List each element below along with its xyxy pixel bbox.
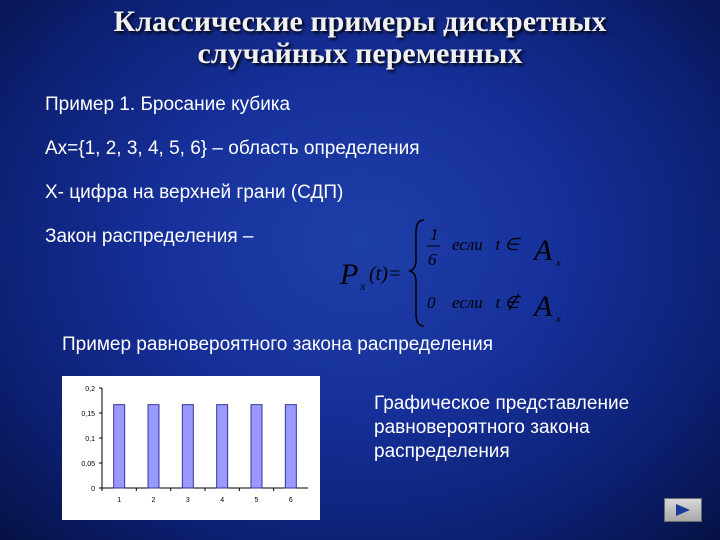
formula-lhs-sub: x xyxy=(360,279,366,293)
next-slide-button[interactable] xyxy=(664,498,702,522)
bar xyxy=(217,405,228,488)
x-tick-label: 6 xyxy=(288,497,293,504)
y-tick-label: 0 xyxy=(91,486,95,493)
page-title xyxy=(0,6,720,70)
bar xyxy=(114,405,125,488)
x-tick-label: 5 xyxy=(254,497,259,504)
case2-value: 0 xyxy=(427,293,436,312)
x-tick-label: 1 xyxy=(117,497,122,504)
x-tick-label: 2 xyxy=(151,497,156,504)
formula-lhs: P xyxy=(340,258,359,291)
play-next-icon xyxy=(673,503,693,517)
formula-lhs-arg: (t)= xyxy=(369,263,402,285)
distribution-formula xyxy=(338,214,578,332)
variable-line: X- цифра на верхней грани (СДП) xyxy=(45,182,344,203)
bar xyxy=(285,405,296,488)
y-tick-label: 0,1 xyxy=(85,436,95,443)
case2-condition: если t ∉ xyxy=(452,293,520,312)
case1-set-sub: x xyxy=(556,257,561,269)
domain-line: Ax={1, 2, 3, 4, 5, 6} – область определения xyxy=(45,138,420,159)
formula-graphic xyxy=(338,214,578,332)
bar xyxy=(182,405,193,488)
formula-brace xyxy=(409,220,424,326)
bar xyxy=(251,405,262,488)
example-text: Бросание кубика xyxy=(135,94,291,115)
y-tick-label: 0,15 xyxy=(81,411,95,418)
y-tick-label: 0,05 xyxy=(81,461,95,468)
chart-caption: Графическое представление равновероятного закона распределения xyxy=(374,393,630,462)
case1-condition: если t ∈ xyxy=(452,235,520,254)
y-tick-label: 0,2 xyxy=(85,386,95,393)
distribution-chart xyxy=(62,376,320,520)
case2-set-sub: x xyxy=(556,313,561,325)
example-label: Пример 1. xyxy=(45,94,136,115)
title-line-1: Классические примеры дискретных xyxy=(113,5,607,38)
example-line xyxy=(45,94,290,116)
case1-set: A xyxy=(534,234,553,267)
x-tick-label: 3 xyxy=(185,497,190,504)
uniform-example-heading: Пример равновероятного закона распределения xyxy=(62,334,494,355)
title-line-2: случайных переменных xyxy=(197,37,523,70)
case2-set: A xyxy=(534,290,553,323)
bar xyxy=(148,405,159,488)
law-line: Закон распределения – xyxy=(45,226,254,247)
case1-numerator: 1 xyxy=(430,225,439,244)
case1-denominator: 6 xyxy=(428,250,437,269)
chart-svg xyxy=(62,376,320,520)
x-tick-label: 4 xyxy=(220,497,225,504)
